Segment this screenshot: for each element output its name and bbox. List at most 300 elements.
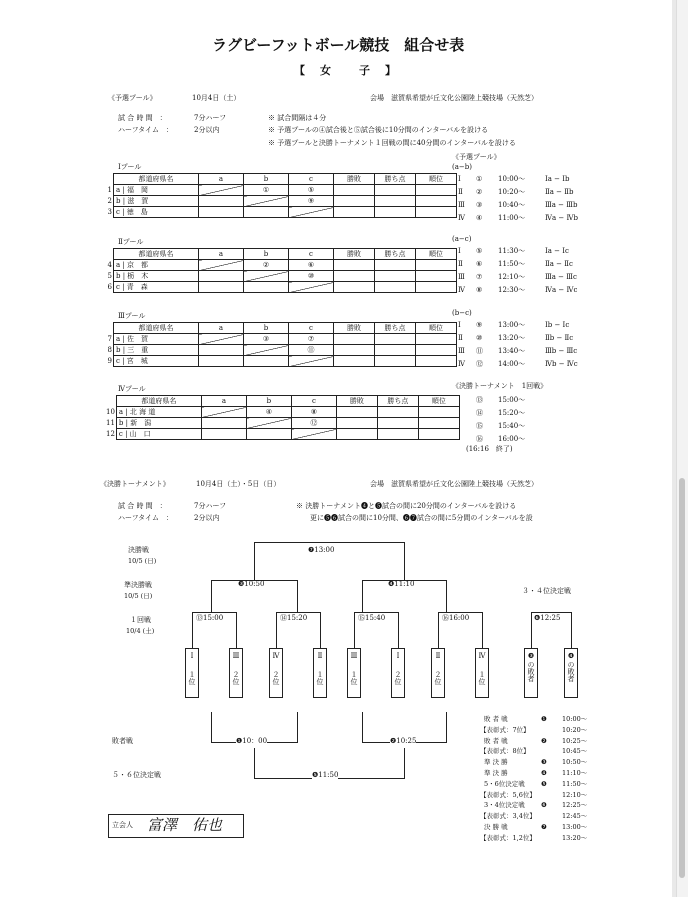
knockout-game: ⑭ — [476, 409, 483, 417]
final-heading: 《決勝トーナメント》 — [100, 480, 170, 488]
result-cell — [334, 196, 375, 207]
final-schedule-time: 10:25〜 — [562, 736, 588, 745]
schedule-game: ⑫ — [476, 360, 483, 368]
final-schedule-time: 10:00〜 — [562, 715, 588, 723]
points-cell — [375, 260, 416, 271]
pool-name: Ⅳプール — [118, 385, 146, 393]
result-cell — [334, 282, 375, 293]
match-cell — [199, 345, 244, 356]
points-cell — [375, 271, 416, 282]
rank-cell — [418, 407, 459, 418]
team-pool: Ⅳ — [478, 652, 486, 660]
row-number: 8 — [107, 346, 112, 354]
table-header: a — [201, 396, 246, 407]
witness-box — [108, 814, 244, 838]
schedule-pool: Ⅲ — [458, 201, 465, 209]
rank-cell — [416, 207, 457, 218]
table-header: 都道府県名 — [114, 174, 199, 185]
prefecture-name: 京 都 — [127, 261, 148, 269]
loser-slot — [564, 648, 578, 698]
schedule-time: 13:00〜 — [498, 321, 526, 329]
first-round-game-label: ⑯16:00 — [442, 614, 470, 622]
result-cell — [336, 429, 377, 440]
schedule-match: Ⅱa − Ⅱc — [545, 260, 573, 268]
prefecture-cell: b | 滋 賀 — [114, 196, 199, 207]
points-cell — [375, 356, 416, 367]
pool-name: Ⅲプール — [118, 312, 146, 320]
bracket-line — [362, 580, 363, 612]
final-schedule-label: 【表彰式：5,6位】 — [480, 790, 536, 799]
bracket-line — [362, 712, 363, 742]
schedule-match: Ⅱb − Ⅱc — [545, 334, 574, 342]
prelim-halftime-value: 2分以内 — [194, 126, 220, 134]
schedule-match: Ⅰa − Ⅰc — [545, 247, 569, 255]
match-cell — [244, 282, 289, 293]
table-header: 勝敗 — [334, 323, 375, 334]
fifth-place-label: ５・６位決定戦 — [112, 771, 161, 779]
schedule-pool: Ⅱ — [458, 188, 463, 196]
schedule-match: Ⅲa − Ⅲc — [545, 273, 577, 281]
schedule-time: 11:30〜 — [498, 247, 526, 255]
rank-cell — [416, 345, 457, 356]
knockout-end: (16:16 終了) — [466, 445, 513, 453]
bracket-line — [531, 612, 532, 648]
match-cell — [199, 207, 244, 218]
table-header: 都道府県名 — [114, 323, 199, 334]
points-cell — [377, 429, 418, 440]
match-cell: ④ — [246, 407, 291, 418]
schedule-pool: Ⅰ — [458, 247, 461, 255]
fifth-place-game: ❺11:50 — [312, 771, 339, 779]
row-letter: b — [116, 346, 121, 354]
match-cell — [244, 345, 289, 356]
knockout-heading: 《決勝トーナメント 1回戦》 — [452, 382, 548, 390]
prefecture-cell: c | 徳 島 — [114, 207, 199, 218]
table-row — [104, 418, 459, 429]
prefecture-cell: b | 栃 木 — [114, 271, 199, 282]
team-pool: Ⅲ — [350, 652, 358, 660]
final-halftime-value: 2分以内 — [194, 514, 220, 522]
bracket-line — [254, 542, 404, 543]
match-cell — [246, 418, 291, 429]
schedule-match: Ⅳa − Ⅳb — [545, 214, 578, 222]
row-number: 6 — [107, 283, 112, 291]
final-schedule-game: ❷ — [541, 736, 547, 745]
table-row — [104, 271, 457, 282]
match-cell — [246, 429, 291, 440]
consolation-right-game: ❷10:25 — [390, 737, 417, 745]
final-match-time-label: 試 合 時 間 ： — [118, 502, 167, 510]
table-header: 順位 — [418, 396, 459, 407]
row-letter: c — [116, 283, 120, 291]
result-cell — [334, 260, 375, 271]
knockout-time: 15:00〜 — [498, 396, 526, 404]
team-pool: Ⅱ — [317, 652, 323, 660]
rank-cell — [416, 282, 457, 293]
match-cell: ② — [244, 260, 289, 271]
schedule-pool: Ⅳ — [458, 214, 465, 222]
table-row — [104, 196, 457, 207]
team-slot — [475, 648, 489, 698]
round-first-date: 10/4 (土) — [126, 627, 155, 635]
row-number: 7 — [107, 335, 112, 343]
match-cell — [291, 429, 336, 440]
schedule-time: 10:00〜 — [498, 175, 526, 183]
row-letter: c — [118, 430, 123, 438]
prelim-halftime-label: ハーフタイム ： — [118, 126, 174, 134]
pool-name: Ⅰプール — [118, 163, 142, 171]
row-number: 9 — [107, 357, 112, 365]
team-slot — [431, 648, 445, 698]
schedule-match: Ⅳb − Ⅳc — [545, 360, 578, 368]
row-number: 3 — [107, 208, 112, 216]
round-final-label: 決勝戦 — [128, 546, 149, 554]
row-number: 1 — [107, 186, 112, 194]
final-schedule-time: 10:45〜 — [562, 747, 588, 756]
schedule-heading: 《予選プール》 — [452, 153, 501, 161]
final-schedule-time: 11:10〜 — [562, 769, 588, 777]
rank-cell — [416, 185, 457, 196]
knockout-game: ⑬ — [476, 396, 483, 404]
table-header: a — [199, 323, 244, 334]
final-schedule-game: ❼ — [541, 823, 547, 831]
table-header: a — [199, 174, 244, 185]
table-header: b — [244, 174, 289, 185]
rank-cell — [416, 356, 457, 367]
table-row — [104, 185, 457, 196]
bracket-line — [211, 712, 212, 742]
schedule-pool: Ⅳ — [458, 360, 465, 368]
bracket-line — [354, 612, 398, 613]
team-slot — [185, 648, 199, 698]
knockout-time: 15:40〜 — [498, 422, 526, 430]
schedule-match: Ⅰb − Ⅰc — [545, 321, 570, 329]
points-cell — [375, 207, 416, 218]
team-rank: ２位 — [272, 671, 280, 685]
team-rank: １位 — [316, 671, 324, 685]
table-header: b — [246, 396, 291, 407]
final-schedule-label: 【表彰式：1,2位】 — [480, 833, 536, 842]
points-cell — [375, 345, 416, 356]
pool-table — [104, 248, 457, 293]
first-round-game-label: ⑬15:00 — [196, 614, 224, 622]
team-slot — [347, 648, 361, 698]
match-cell — [201, 407, 246, 418]
rank-cell — [416, 271, 457, 282]
final-schedule-label: 準 決 勝 — [484, 769, 508, 777]
row-number: 12 — [106, 430, 115, 438]
first-round-game-label: ⑭15:20 — [280, 614, 308, 622]
row-letter: c — [116, 208, 120, 216]
bracket-line — [254, 542, 255, 580]
match-cell — [199, 356, 244, 367]
prefecture-cell: a | 北 海 道 — [116, 407, 201, 418]
team-pool: Ⅱ — [435, 652, 441, 660]
final-game-label: ❼13:00 — [308, 546, 335, 554]
knockout-game: ⑮ — [476, 422, 483, 430]
schedule-time: 13:20〜 — [498, 334, 526, 342]
bracket-line — [531, 612, 571, 613]
bracket-line — [354, 612, 355, 648]
table-header: 勝敗 — [336, 396, 377, 407]
prefecture-cell: c | 青 森 — [114, 282, 199, 293]
table-header: c — [289, 249, 334, 260]
match-cell — [199, 282, 244, 293]
semi-left-game-label: ❸10:50 — [238, 580, 265, 588]
team-rank: ２位 — [232, 671, 240, 685]
rank-cell — [416, 334, 457, 345]
points-cell — [375, 334, 416, 345]
bracket-line — [398, 612, 399, 648]
match-cell: ⑥ — [289, 260, 334, 271]
match-cell — [201, 429, 246, 440]
pool-table — [104, 173, 457, 218]
scrollbar-thumb[interactable] — [679, 478, 685, 878]
prefecture-name: 北 海 道 — [129, 408, 156, 416]
schedule-pool: Ⅱ — [458, 260, 463, 268]
result-cell — [334, 345, 375, 356]
prelim-note-2: ※ 予選プールの④試合後と⑤試合後に10分間のインターバルを設ける — [268, 126, 489, 134]
table-header: 都道府県名 — [114, 249, 199, 260]
table-row — [104, 207, 457, 218]
prefecture-cell: a | 佐 賀 — [114, 334, 199, 345]
rank-cell — [416, 196, 457, 207]
team-slot — [391, 648, 405, 698]
round-first-label: １回戦 — [130, 616, 151, 624]
table-header: 勝敗 — [334, 249, 375, 260]
knockout-time: 16:00〜 — [498, 435, 526, 443]
points-cell — [377, 418, 418, 429]
final-schedule-game: ❶ — [541, 715, 547, 723]
match-cell — [244, 271, 289, 282]
bracket-line — [192, 612, 236, 613]
table-row — [104, 407, 459, 418]
schedule-game: ② — [476, 188, 483, 196]
row-number: 5 — [107, 272, 112, 280]
schedule-match: Ⅳa − Ⅳc — [545, 286, 578, 294]
prefecture-name: 徳 島 — [126, 208, 148, 216]
result-cell — [334, 271, 375, 282]
row-number: 4 — [107, 261, 112, 269]
match-cell — [244, 207, 289, 218]
final-schedule-time: 12:45〜 — [562, 812, 588, 821]
prelim-date: 10月4日（土） — [192, 94, 241, 102]
match-cell — [289, 356, 334, 367]
prelim-match-time-value: 7分ハーフ — [194, 114, 227, 122]
schedule-game: ⑩ — [476, 334, 483, 342]
bracket-line — [276, 612, 277, 648]
row-letter: b — [116, 272, 121, 280]
team-slot — [313, 648, 327, 698]
bracket-line — [482, 612, 483, 648]
final-schedule-time: 12:25〜 — [562, 801, 588, 810]
prefecture-name: 三 重 — [127, 346, 149, 354]
result-cell — [336, 407, 377, 418]
schedule-time: 11:50〜 — [498, 260, 526, 268]
table-header: 順位 — [416, 249, 457, 260]
schedule-match: Ⅲb − Ⅲc — [545, 347, 578, 355]
prefecture-cell: b | 新 潟 — [116, 418, 201, 429]
prefecture-name: 新 潟 — [130, 419, 152, 427]
table-header: c — [291, 396, 336, 407]
match-cell — [199, 196, 244, 207]
schedule-game: ⑨ — [476, 321, 483, 329]
schedule-match: Ⅲa − Ⅲb — [545, 201, 578, 209]
table-header: 勝敗 — [334, 174, 375, 185]
schedule-time: 13:40〜 — [498, 347, 526, 355]
row-number: 2 — [107, 197, 112, 205]
result-cell — [336, 418, 377, 429]
schedule-time: 12:10〜 — [498, 273, 526, 281]
table-header: b — [244, 323, 289, 334]
final-schedule-time: 12:10〜 — [562, 790, 588, 799]
result-cell — [334, 207, 375, 218]
result-cell — [334, 185, 375, 196]
schedule-pool: Ⅰ — [458, 321, 461, 329]
team-rank: １位 — [350, 671, 358, 685]
row-letter: a — [116, 186, 121, 194]
schedule-game: ① — [476, 175, 483, 183]
page-subtitle: 【 女 子 】 — [294, 64, 398, 77]
bracket-line — [297, 580, 298, 612]
bracket-line — [438, 612, 439, 648]
round-semi-date: 10/5 (日) — [124, 592, 153, 600]
table-header: 勝ち点 — [377, 396, 418, 407]
bracket-line — [254, 748, 255, 778]
bracket-line — [297, 712, 298, 742]
schedule-game: ③ — [476, 201, 483, 209]
schedule-time: 10:40〜 — [498, 201, 526, 209]
match-cell — [289, 282, 334, 293]
prefecture-cell: a | 福 岡 — [114, 185, 199, 196]
final-schedule-label: 5・6位決定戦 — [484, 779, 525, 788]
schedule-time: 10:20〜 — [498, 188, 526, 196]
schedule-game: ⑥ — [476, 260, 483, 268]
match-cell — [244, 196, 289, 207]
row-letter: b — [118, 419, 124, 427]
final-schedule-label: 【表彰式：8位】 — [480, 747, 530, 756]
prelim-note-1: ※ 試合間隔は４分 — [268, 114, 327, 122]
schedule-game: ⑪ — [476, 347, 483, 355]
final-schedule-time: 10:50〜 — [562, 758, 588, 767]
match-cell: ⑨ — [289, 196, 334, 207]
final-note-1: ※ 決勝トーナメント❹と❺試合の間に20分間のインターバルを設ける — [296, 502, 517, 510]
schedule-group-label: (a−c) — [452, 235, 472, 243]
table-header: 勝ち点 — [375, 174, 416, 185]
table-header: 勝ち点 — [375, 323, 416, 334]
team-pool: Ⅲ — [232, 652, 240, 660]
match-cell — [199, 185, 244, 196]
schedule-group-label: (a−b) — [452, 163, 472, 171]
team-rank: １位 — [188, 671, 196, 685]
match-cell: ① — [244, 185, 289, 196]
prelim-venue: 会場 滋賀県希望が丘文化公園陸上競技場（天然芝） — [370, 94, 538, 102]
final-schedule-time: 13:20〜 — [562, 833, 588, 842]
table-header: b — [244, 249, 289, 260]
table-header: 都道府県名 — [116, 396, 201, 407]
knockout-game: ⑯ — [476, 435, 483, 443]
bracket-line — [236, 612, 237, 648]
pool-table — [104, 395, 460, 440]
knockout-time: 15:20〜 — [498, 409, 526, 417]
table-header: a — [199, 249, 244, 260]
table-header: 順位 — [416, 323, 457, 334]
schedule-time: 12:30〜 — [498, 286, 526, 294]
schedule-pool: Ⅰ — [458, 175, 461, 183]
team-pool: Ⅰ — [190, 652, 194, 660]
match-cell: ⑦ — [289, 334, 334, 345]
prelim-note-3: ※ 予選プールと決勝トーナメント１回戦の間に40分間のインターバルを設ける — [268, 139, 516, 147]
result-cell — [334, 334, 375, 345]
third-place-label: ３・４位決定戦 — [522, 587, 571, 595]
prefecture-cell: c | 山 口 — [116, 429, 201, 440]
round-final-date: 10/5 (日) — [128, 557, 157, 565]
final-note-2: 更に❺❻試合の間に10分間、❻❼試合の間に5分間のインターバルを設 — [310, 514, 533, 522]
table-row — [104, 260, 457, 271]
pool-name: Ⅱプール — [118, 238, 144, 246]
pool-table — [104, 322, 457, 367]
final-schedule-time: 10:20〜 — [562, 725, 588, 734]
final-schedule-time: 13:00〜 — [562, 823, 588, 831]
bracket-line — [446, 712, 447, 742]
team-slot — [229, 648, 243, 698]
table-header: 勝ち点 — [375, 249, 416, 260]
final-schedule-game: ❸ — [541, 758, 547, 767]
schedule-game: ⑧ — [476, 286, 483, 294]
final-schedule-label: 準 決 勝 — [484, 758, 508, 767]
schedule-time: 11:00〜 — [498, 214, 526, 222]
table-header: c — [289, 174, 334, 185]
table-row — [104, 356, 457, 367]
row-letter: b — [116, 197, 121, 205]
bracket-line — [571, 612, 572, 648]
loser-label: の敗者 — [527, 661, 535, 682]
rank-cell — [418, 418, 459, 429]
match-cell: ⑫ — [291, 418, 336, 429]
first-round-game-label: ⑮15:40 — [358, 614, 386, 622]
bracket-line — [211, 580, 212, 612]
prefecture-cell: c | 宮 城 — [114, 356, 199, 367]
bracket-line — [438, 612, 482, 613]
match-cell — [199, 260, 244, 271]
match-cell — [201, 418, 246, 429]
match-cell: ⑪ — [289, 345, 334, 356]
prefecture-name: 福 岡 — [127, 186, 148, 194]
witness-signature: 富澤 佑也 — [147, 816, 223, 834]
final-schedule-label: 敗 者 戦 — [484, 736, 508, 745]
schedule-time: 14:00〜 — [498, 360, 526, 368]
team-slot — [269, 648, 283, 698]
final-schedule-label: 敗 者 戦 — [484, 715, 508, 723]
match-cell — [244, 356, 289, 367]
match-cell: ⑩ — [289, 271, 334, 282]
match-cell: ⑤ — [289, 185, 334, 196]
schedule-game: ⑤ — [476, 247, 483, 255]
bracket-line — [320, 612, 321, 648]
schedule-game: ⑦ — [476, 273, 483, 281]
row-number: 11 — [106, 419, 115, 427]
final-venue: 会場 滋賀県希望が丘文化公園陸上競技場（天然芝） — [370, 480, 538, 488]
bracket-line — [192, 612, 193, 648]
table-row — [104, 429, 459, 440]
bracket-line — [446, 580, 447, 612]
row-letter: c — [116, 357, 120, 365]
loser-game: ❸ — [527, 652, 535, 660]
loser-label: の敗者 — [567, 661, 575, 682]
rank-cell — [416, 260, 457, 271]
prefecture-name: 佐 賀 — [127, 335, 148, 343]
consolation-label: 敗者戦 — [112, 737, 133, 745]
